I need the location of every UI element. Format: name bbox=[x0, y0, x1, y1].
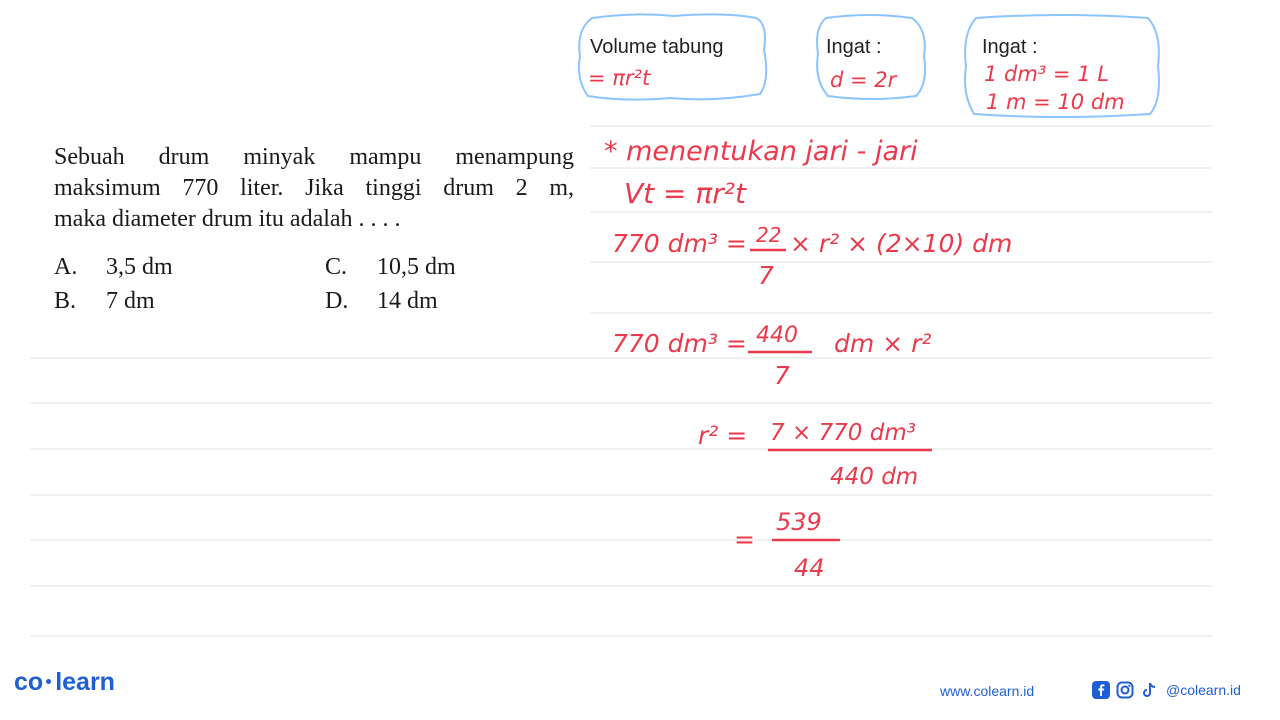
note-line: 1 dm³ = 1 L bbox=[984, 62, 1109, 86]
website-link[interactable]: www.colearn.id bbox=[940, 683, 1035, 699]
option-letter: B. bbox=[54, 288, 77, 314]
social-links bbox=[1092, 680, 1241, 700]
option-text: 10,5 dm bbox=[377, 254, 456, 280]
work-heading: * menentukan jari - jari bbox=[604, 136, 918, 167]
brand-part: learn bbox=[55, 668, 115, 696]
brand-part: co bbox=[14, 668, 44, 696]
note-title: Ingat : bbox=[982, 36, 1038, 58]
work-step-2-numerator: 22 bbox=[756, 223, 782, 247]
question-line: maka diameter drum itu adalah . . . . bbox=[54, 206, 401, 232]
work-step-5-left: = bbox=[734, 525, 755, 554]
work-step-5-numerator: 539 bbox=[776, 508, 822, 536]
work-step-2-left: 770 dm³ = bbox=[612, 229, 747, 258]
brand-dot bbox=[46, 679, 51, 684]
option-letter: A. bbox=[54, 254, 78, 280]
work-step-3-right: dm × r² bbox=[834, 329, 932, 358]
work-step-4-denominator: 440 dm bbox=[830, 464, 919, 490]
work-step-1: Vt = πr²t bbox=[624, 177, 746, 210]
work-step-5-denominator: 44 bbox=[794, 554, 825, 582]
work-step-3-numerator: 440 bbox=[756, 323, 798, 348]
option-letter: D. bbox=[325, 288, 349, 314]
work-step-2-denominator: 7 bbox=[758, 261, 774, 290]
note-title: Ingat : bbox=[826, 36, 882, 58]
option-letter: C. bbox=[325, 254, 348, 280]
question-line: maksimum 770 liter. Jika tinggi drum 2 m, bbox=[54, 175, 574, 201]
brand-logo[interactable] bbox=[14, 668, 115, 697]
work-step-4-left: r² = bbox=[698, 421, 748, 450]
facebook-icon[interactable] bbox=[1092, 681, 1110, 699]
note-formula: = πr²t bbox=[588, 66, 651, 90]
question-line: Sebuah drum minyak mampu menampung bbox=[54, 144, 574, 170]
social-handle[interactable]: @colearn.id bbox=[1166, 682, 1241, 698]
option-text: 14 dm bbox=[377, 288, 438, 314]
instagram-icon[interactable] bbox=[1116, 681, 1134, 699]
work-step-4-numerator: 7 × 770 dm³ bbox=[770, 420, 916, 446]
note-formula: d = 2r bbox=[830, 68, 897, 92]
tiktok-icon[interactable] bbox=[1140, 681, 1158, 699]
work-step-3-left: 770 dm³ = bbox=[612, 329, 747, 358]
note-title: Volume tabung bbox=[590, 36, 724, 58]
option-text: 7 dm bbox=[106, 288, 155, 314]
work-step-3-denominator: 7 bbox=[774, 361, 790, 390]
work-step-2-right: × r² × (2×10) dm bbox=[790, 229, 1013, 258]
option-text: 3,5 dm bbox=[106, 254, 173, 280]
footer-bar bbox=[0, 650, 1280, 720]
note-line: 1 m = 10 dm bbox=[986, 90, 1125, 114]
